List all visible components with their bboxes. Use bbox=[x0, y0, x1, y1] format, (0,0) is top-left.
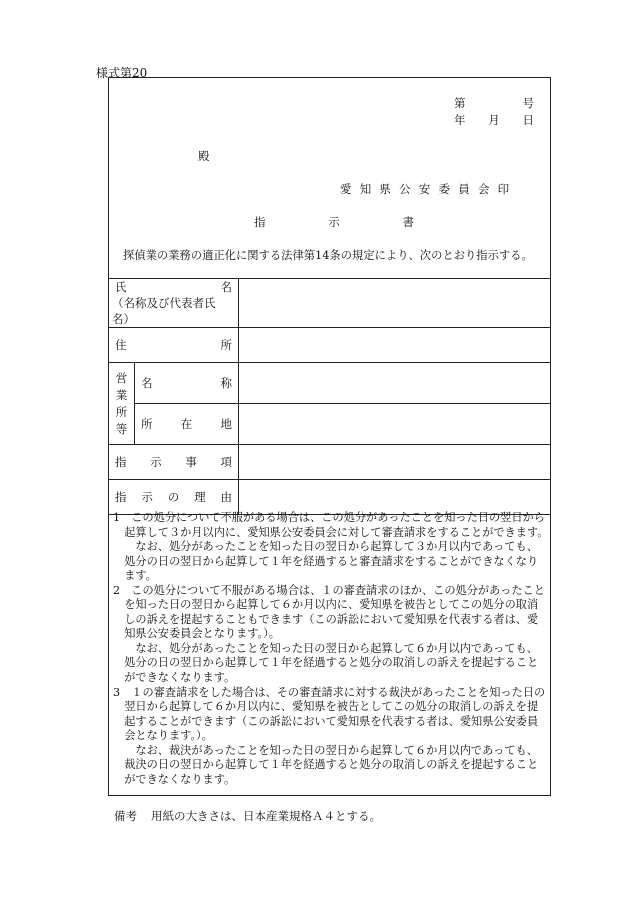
table-row bbox=[109, 328, 551, 363]
note-paragraph: 1 この処分について不服がある場合は、この処分があったことを知った日の翌日から起算して３か月以内に、愛知県公安委員会に対して審査請求をすることができます。 bbox=[113, 511, 549, 539]
label-char: 所 bbox=[115, 404, 128, 419]
seal-mark: 印 bbox=[497, 182, 518, 196]
issuer-name: 愛知県公安委員会 bbox=[340, 182, 498, 196]
document-number-line bbox=[454, 95, 534, 111]
name-sublabel: （名称及び代表者氏名） bbox=[112, 296, 216, 326]
label-char: 所 bbox=[141, 417, 153, 431]
date-line bbox=[454, 112, 534, 128]
number-prefix: 第 bbox=[454, 96, 466, 110]
label-char: 項 bbox=[220, 455, 232, 469]
title-char: 指 bbox=[254, 215, 266, 229]
remarks-label: 備考 bbox=[114, 809, 137, 823]
note-paragraph: なお、処分があったことを知った日の翌日から起算して３か月以内であっても、処分の日の翌日から起算して１年を経過すると審査請求をすることができなくなります。 bbox=[124, 540, 539, 583]
label-char: 称 bbox=[220, 376, 232, 390]
title-char: 書 bbox=[402, 215, 414, 229]
document-title bbox=[254, 214, 414, 230]
label-char: 住 bbox=[115, 338, 127, 352]
form-number-label: 様式第20 bbox=[96, 66, 148, 80]
preamble-text: 探偵業の業務の適正化に関する法律第14条の規定により、次のとおり指示する。 bbox=[123, 249, 533, 262]
label-char: 指 bbox=[115, 490, 127, 504]
label-char: 業 bbox=[115, 387, 128, 402]
addressee-honorific: 殿 bbox=[198, 149, 210, 163]
number-suffix: 号 bbox=[522, 96, 534, 110]
address-value-cell[interactable] bbox=[239, 328, 551, 363]
table-row bbox=[109, 404, 551, 445]
note-paragraph: なお、処分があったことを知った日の翌日から起算して６か月以内であっても、処分の日の翌日から起算して１年を経過すると処分の取消しの訴えを提起することができなくなります。 bbox=[124, 641, 539, 685]
label-char: 等 bbox=[115, 421, 128, 436]
label-char: 名 bbox=[220, 280, 232, 294]
office-name-label-cell bbox=[135, 363, 239, 404]
month-label: 月 bbox=[488, 113, 500, 127]
reason-value-cell[interactable] bbox=[239, 480, 551, 515]
label-char: の bbox=[167, 490, 180, 504]
label-char: 事 bbox=[185, 455, 197, 469]
note-paragraph: 2 この処分について不服がある場合は、１の審査請求のほか、この処分があったことを知った日の翌日から起算して６か月以内に、愛知県を被告としてこの処分の取消しの訴えを提起することもできます（この訴訟において愛知県を代表する者は、愛知県公安委員会となります。）。 bbox=[113, 583, 545, 641]
day-label: 日 bbox=[522, 113, 534, 127]
remarks-footnote bbox=[114, 808, 381, 824]
name-value-cell[interactable] bbox=[239, 279, 551, 328]
instruction-label-cell bbox=[109, 445, 239, 480]
label-char: 名 bbox=[141, 376, 153, 390]
label-char: 理 bbox=[194, 490, 206, 504]
label-char: 氏 bbox=[115, 280, 127, 294]
table-row bbox=[109, 363, 551, 404]
title-char: 示 bbox=[328, 215, 340, 229]
name-label bbox=[115, 279, 232, 295]
note-paragraph: 3 １の審査請求をした場合は、その審査請求に対する裁決があったことを知った日の翌日から起算して６か月以内に、愛知県を被告としてこの処分の取消しの訴えを提起することができます（この訴訟において愛知県を代表する者は、愛知県公安委員会となります。）。 bbox=[113, 685, 546, 743]
office-label-cell bbox=[109, 363, 135, 445]
label-char: 営 bbox=[115, 370, 128, 385]
label-char: 地 bbox=[220, 417, 232, 431]
label-char: 在 bbox=[180, 417, 193, 431]
appeal-notes bbox=[113, 511, 549, 787]
remarks-text: 用紙の大きさは、日本産業規格Ａ４とする。 bbox=[151, 809, 381, 823]
office-location-value-cell[interactable] bbox=[239, 404, 551, 445]
label-char: 所 bbox=[220, 338, 232, 352]
office-name-value-cell[interactable] bbox=[239, 363, 551, 404]
table-row bbox=[109, 279, 551, 328]
label-char: 示 bbox=[141, 490, 153, 504]
fields-table bbox=[108, 278, 551, 515]
office-location-label-cell bbox=[135, 404, 239, 445]
year-label: 年 bbox=[454, 113, 466, 127]
label-char: 指 bbox=[115, 455, 127, 469]
label-char: 示 bbox=[150, 455, 162, 469]
table-row bbox=[109, 445, 551, 480]
name-label-cell bbox=[109, 279, 239, 328]
label-char: 由 bbox=[220, 490, 232, 504]
reason-label-cell bbox=[109, 480, 239, 515]
instruction-value-cell[interactable] bbox=[239, 445, 551, 480]
table-row bbox=[109, 480, 551, 515]
address-label-cell bbox=[109, 328, 239, 363]
issuer-line bbox=[340, 181, 517, 197]
note-paragraph: なお、裁決があったことを知った日の翌日から起算して６か月以内であっても、裁決の日の翌日から起算して１年を経過すると処分の取消しの訴えを提起することができなくなります。 bbox=[124, 743, 539, 786]
